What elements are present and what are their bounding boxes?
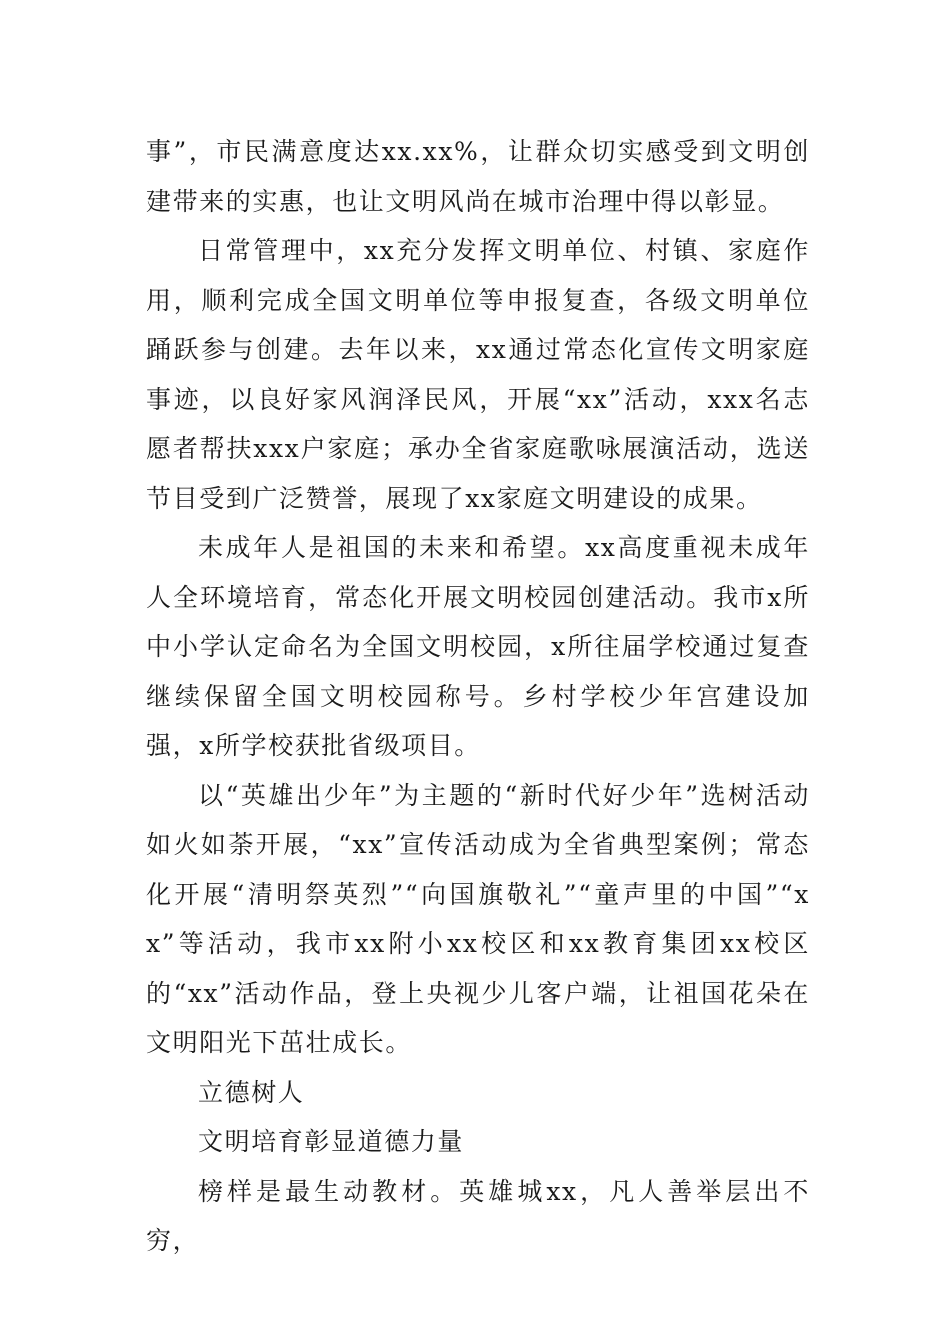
paragraph-3: 未成年人是祖国的未来和希望。xx高度重视未成年人全环境培育，常态化开展文明校园创建活动。我市x所中小学认定命名为全国文明校园，x所往届学校通过复查继续保留全国文明校园称号。乡村学校少年宫建设加强，x所学校获批省级项目。 bbox=[146, 533, 810, 760]
paragraph-1: 事”，市民满意度达xx.xx%，让群众切实感受到文明创建带来的实惠，也让文明风尚在城市治理中得以彰显。 bbox=[146, 137, 810, 216]
paragraph-2: 日常管理中，xx充分发挥文明单位、村镇、家庭作用，顺利完成全国文明单位等申报复查，各级文明单位踊跃参与创建。去年以来，xx通过常态化宣传文明家庭事迹，以良好家风润泽民风，开展“xx”活动，xxx名志愿者帮扶xxx户家庭；承办全省家庭歌咏展演活动，选送节目受到广泛赞誉，展现了xx家庭文明建设的成果。 bbox=[146, 236, 810, 513]
document-body bbox=[146, 127, 810, 1266]
paragraph-4: 以“英雄出少年”为主题的“新时代好少年”选树活动如火如荼开展，“xx”宣传活动成为全省典型案例；常态化开展“清明祭英烈”“向国旗敬礼”“童声里的中国”“xx”等活动，我市xx附小xx校区和xx教育集团xx校区的“xx”活动作品，登上央视少儿客户端，让祖国花朵在文明阳光下茁壮成长。 bbox=[146, 780, 810, 1057]
section-subheading: 文明培育彰显道德力量 bbox=[198, 1127, 465, 1156]
section-heading: 立德树人 bbox=[198, 1077, 305, 1107]
paragraph-5: 榜样是最生动教材。英雄城xx，凡人善举层出不穷， bbox=[146, 1176, 810, 1255]
